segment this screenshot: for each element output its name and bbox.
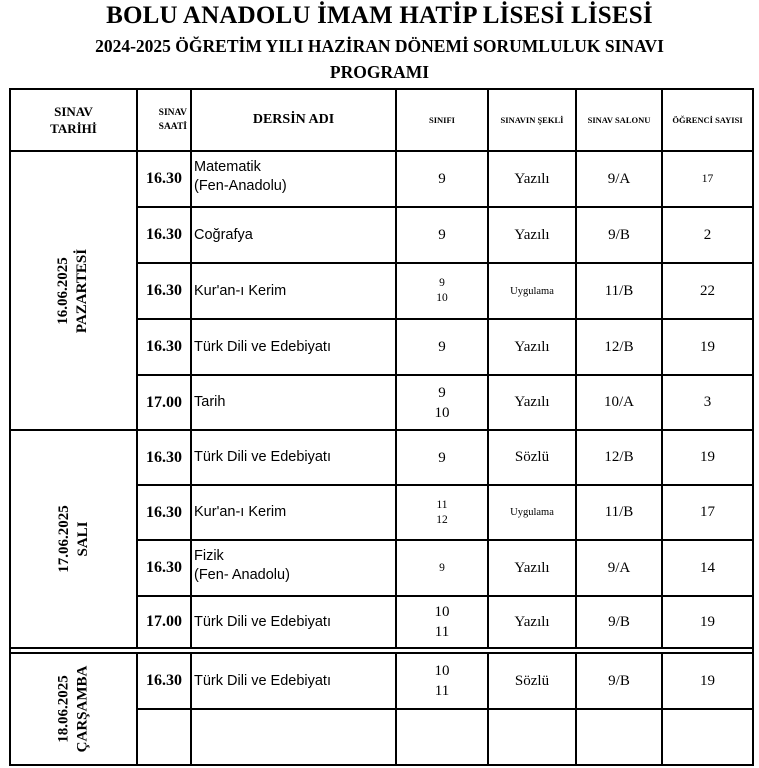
header-exam-form: SINAVIN ŞEKLİ (488, 89, 576, 151)
header-exam-time (137, 89, 191, 151)
class-value-line2: 11 (434, 624, 450, 640)
exam-form: Uygulama (488, 263, 576, 319)
class-value-line2: 12 (436, 513, 448, 526)
exam-time: 17.00 (137, 375, 191, 430)
exam-room: 9/B (576, 596, 662, 648)
class-value: 9 (439, 561, 445, 574)
school-title: BOLU ANADOLU İMAM HATİP LİSESİ LİSESİ (106, 2, 653, 29)
exam-form: Yazılı (488, 151, 576, 207)
course-name: Coğrafya (191, 207, 396, 263)
exam-room: 11/B (576, 263, 662, 319)
exam-time: 17.00 (137, 596, 191, 648)
exam-time: 16.30 (137, 263, 191, 319)
exam-room: 9/A (576, 151, 662, 207)
exam-time: 16.30 (137, 151, 191, 207)
exam-room: 9/A (576, 540, 662, 596)
exam-form: Yazılı (488, 596, 576, 648)
student-count: 17 (662, 151, 753, 207)
exam-room: 12/B (576, 319, 662, 375)
exam-schedule-table (9, 88, 754, 766)
exam-time: 16.30 (137, 485, 191, 540)
day-cell-tuesday (10, 430, 137, 648)
empty-cell (137, 709, 191, 765)
class-value: 9 (438, 449, 446, 466)
student-count: 22 (662, 263, 753, 319)
exam-form: Sözlü (488, 430, 576, 485)
day-name: PAZARTESİ (74, 248, 91, 333)
exam-room: 9/B (576, 653, 662, 709)
empty-cell (488, 709, 576, 765)
header-exam-time-label: SINAV SAATİ (158, 108, 187, 132)
empty-cell (396, 709, 488, 765)
course-name: Tarih (191, 375, 396, 430)
exam-time: 16.30 (137, 319, 191, 375)
empty-cell (191, 709, 396, 765)
class-cell (396, 485, 488, 540)
class-cell (396, 596, 488, 648)
class-cell (396, 375, 488, 430)
course-name: Türk Dili ve Edebiyatı (191, 319, 396, 375)
student-count: 2 (662, 207, 753, 263)
header-student-count: ÖĞRENCİ SAYISI (662, 89, 753, 151)
course-name-line1: Matematik (194, 159, 261, 175)
exam-form: Uygulama (488, 485, 576, 540)
course-name (191, 151, 396, 207)
exam-room: 12/B (576, 430, 662, 485)
class-value-line1: 9 (439, 277, 445, 289)
student-count: 19 (662, 653, 753, 709)
class-value: 9 (438, 339, 446, 355)
exam-room: 9/B (576, 207, 662, 263)
exam-time: 16.30 (137, 207, 191, 263)
empty-cell (576, 709, 662, 765)
day-label (55, 248, 93, 332)
day-name: ÇARŞAMBA (74, 665, 91, 753)
header-exam-room: SINAV SALONU (576, 89, 662, 151)
exam-room: 11/B (576, 485, 662, 540)
header-exam-date (10, 89, 137, 151)
class-value-line1: 10 (434, 604, 450, 620)
class-value-line2: 10 (434, 404, 450, 421)
class-cell (396, 319, 488, 375)
class-value-line2: 11 (434, 683, 450, 699)
table-header-row (10, 89, 753, 151)
student-count: 19 (662, 596, 753, 648)
student-count: 19 (662, 430, 753, 485)
day-label (54, 666, 92, 753)
class-cell (396, 263, 488, 319)
class-cell (396, 207, 488, 263)
day-date: 17.06.2025 (55, 505, 72, 573)
day-date: 16.06.2025 (55, 256, 72, 325)
student-count: 17 (662, 485, 753, 540)
class-value-line1: 11 (436, 498, 448, 511)
exam-form: Yazılı (488, 207, 576, 263)
exam-time: 16.30 (137, 540, 191, 596)
day-cell-wednesday (10, 653, 137, 765)
day-date: 18.06.2025 (55, 675, 72, 743)
class-value-line1: 9 (438, 384, 446, 401)
exam-form: Yazılı (488, 375, 576, 430)
day-cell-monday (10, 151, 137, 430)
class-value-line1: 10 (434, 663, 450, 679)
course-name: Kur'an-ı Kerim (191, 263, 396, 319)
header-exam-date-label: SINAV TARİHİ (50, 104, 97, 136)
exam-subtitle-program: PROGRAMI (329, 62, 430, 82)
exam-form: Yazılı (488, 319, 576, 375)
course-name-line2: (Fen- Anadolu) (194, 567, 290, 583)
course-name: Türk Dili ve Edebiyatı (191, 653, 396, 709)
class-cell (396, 540, 488, 596)
course-name (191, 540, 396, 596)
course-name-line2: (Fen-Anadolu) (194, 178, 287, 194)
class-cell (396, 653, 488, 709)
table-row (10, 653, 753, 709)
exam-form: Sözlü (488, 653, 576, 709)
class-value-line2: 10 (436, 292, 448, 304)
exam-room: 10/A (576, 375, 662, 430)
student-count: 14 (662, 540, 753, 596)
course-name-line1: Fizik (194, 548, 224, 564)
day-name: SALI (74, 521, 91, 557)
exam-form: Yazılı (488, 540, 576, 596)
table-row (10, 430, 753, 485)
header-course-name: DERSİN ADI (191, 89, 396, 151)
course-name: Türk Dili ve Edebiyatı (191, 596, 396, 648)
class-cell (396, 151, 488, 207)
class-value: 9 (438, 171, 446, 187)
course-name: Türk Dili ve Edebiyatı (191, 430, 396, 485)
exam-time: 16.30 (137, 430, 191, 485)
exam-subtitle: 2024-2025 ÖĞRETİM YILI HAZİRAN DÖNEMİ SORUMLULUK SINAVI (95, 36, 664, 56)
header-class: SINIFI (396, 89, 488, 151)
student-count: 19 (662, 319, 753, 375)
class-value: 9 (438, 227, 446, 243)
day-label (55, 505, 93, 573)
course-name: Kur'an-ı Kerim (191, 485, 396, 540)
class-cell (396, 430, 488, 485)
table-row (10, 151, 753, 207)
student-count: 3 (662, 375, 753, 430)
exam-time: 16.30 (137, 653, 191, 709)
empty-cell (662, 709, 753, 765)
